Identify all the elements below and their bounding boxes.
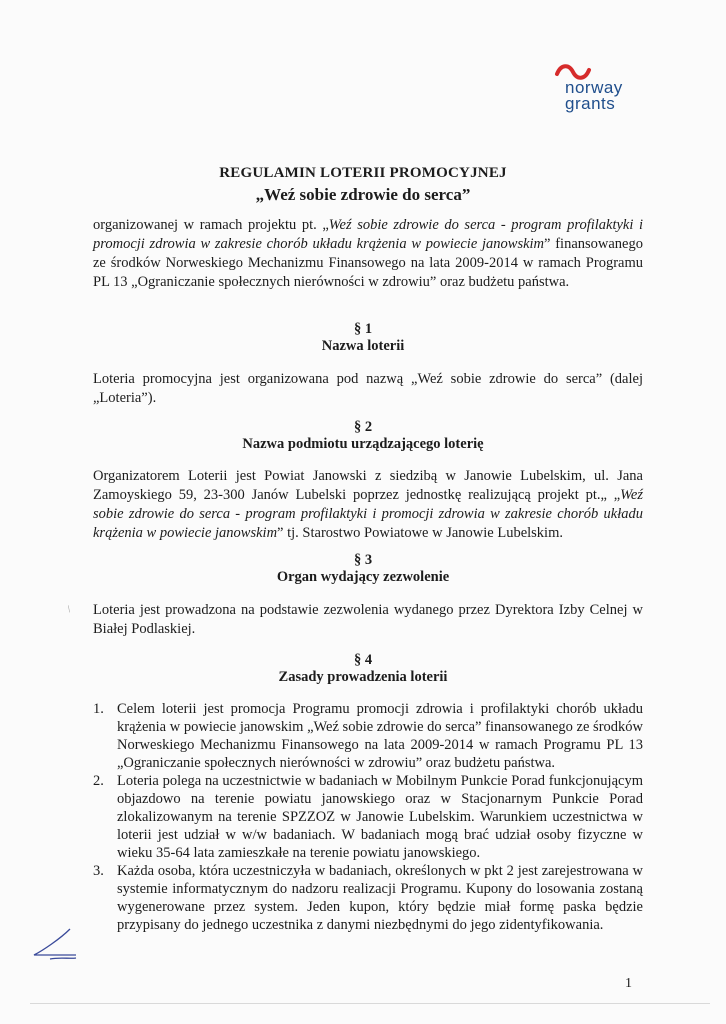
- section-2-project-name: Weź sobie zdrowie do serca - program profilaktyki i promocji zdrowia w zakresie chorób układu krążenia w powiecie janowskim: [93, 487, 643, 541]
- section-1-number: § 1: [353, 321, 373, 337]
- page-footer-line: [30, 1003, 710, 1004]
- list-item: [93, 772, 643, 862]
- page-number: 1: [625, 976, 632, 991]
- section-2-text-start: Organizatorem Loterii jest Powiat Janowski z siedzibą w Janowie Lubelskim, ul. Jana Zamoyskiego 59, 23-300 Janów Lubelski poprzez jednostkę realizującą projekt pt.„ „: [93, 468, 643, 503]
- section-3-title: Organ wydający zezwolenie: [276, 569, 450, 585]
- list-item: [93, 700, 643, 772]
- intro-text-start: organizowanej w ramach projektu pt. „: [93, 217, 329, 233]
- section-4-title: Zasady prowadzenia loterii: [278, 669, 448, 685]
- intro-project-name: Weź sobie zdrowie do serca - program profilaktyki i promocji zdrowia w zakresie chorób układu krążenia w powiecie janowskim: [93, 217, 643, 252]
- list-item-number: 2.: [93, 773, 104, 789]
- section-2-text: [93, 467, 643, 543]
- section-3-text: Loteria jest prowadzona na podstawie zezwolenia wydanego przez Dyrektora Izby Celnej w Białej Podlaskiej.: [93, 602, 643, 637]
- intro-text-end: ” finansowanego ze środków Norweskiego Mechanizmu Finansowego na lata 2009-2014 w ramach Programu PL 13 „Ograniczanie społecznych nierówności w zdrowiu” oraz budżetu państwa.: [93, 236, 643, 290]
- list-item-text: Loteria polega na uczestnictwie w badaniach w Mobilnym Punkcie Porad funkcjonującym objazdowo na terenie powiatu janowskiego oraz w Stacjonarnym Punkcie Porad zlokalizowanym na terenie SPZZOZ w Janowie Lubelskim. Warunkiem uczestnictwa w loterii jest udział w w/w badaniach. W badaniach mogą brać udział osoby fizyczne w wieku 35-64 lata zamieszkałe na terenie powiatu janowskiego.: [117, 773, 643, 861]
- intro-paragraph: [93, 216, 643, 292]
- document-subtitle: „Weź sobie zdrowie do serca”: [255, 185, 471, 204]
- list-item-text: Celem loterii jest promocja Programu promocji zdrowia i profilaktyki chorób układu krążenia w powiecie janowskim „Weź sobie zdrowie do serca” finansowanego ze środków Norweskiego Mechanizmu Finansowego na lata 2009-2014 w ramach Programu PL 13 „Ograniczanie społecznych nierówności w zdrowiu” oraz budżetu państwa.: [117, 701, 643, 771]
- norway-grants-logo: [553, 62, 633, 118]
- section-4-number: § 4: [353, 652, 373, 668]
- margin-mark-icon: /: [65, 604, 74, 615]
- logo-text-norway: norway: [565, 78, 623, 97]
- section-1-text: Loteria promocyjna jest organizowana pod nazwą „Weź sobie zdrowie do serca” (dalej „Loteria”).: [93, 371, 643, 406]
- handwritten-signature-icon: [30, 925, 80, 965]
- section-3-number: § 3: [353, 552, 373, 568]
- section-4-list: [93, 700, 643, 934]
- section-2-title: Nazwa podmiotu urządzającego loterię: [242, 436, 484, 452]
- list-item-number: 3.: [93, 863, 104, 879]
- list-item-number: 1.: [93, 701, 104, 717]
- logo-text-grants: grants: [565, 94, 616, 113]
- list-item: [93, 862, 643, 934]
- list-item-text: Każda osoba, która uczestniczyła w badaniach, określonych w pkt 2 jest zarejestrowana w systemie informatycznym do nadzoru realizacji Programu. Kupony do losowania zostaną wygenerowane przez system. Jeden kupon, który będzie miał formę paska będzie przypisany do jednego uczestnika z danymi niezbędnymi do jego zidentyfikowania.: [117, 863, 643, 933]
- section-2-number: § 2: [353, 419, 373, 435]
- section-2-text-end: ” tj. Starostwo Powiatowe w Janowie Lubelskim.: [277, 525, 563, 541]
- section-1-title: Nazwa loterii: [321, 338, 405, 354]
- document-title: REGULAMIN LOTERII PROMOCYJNEJ: [219, 165, 507, 181]
